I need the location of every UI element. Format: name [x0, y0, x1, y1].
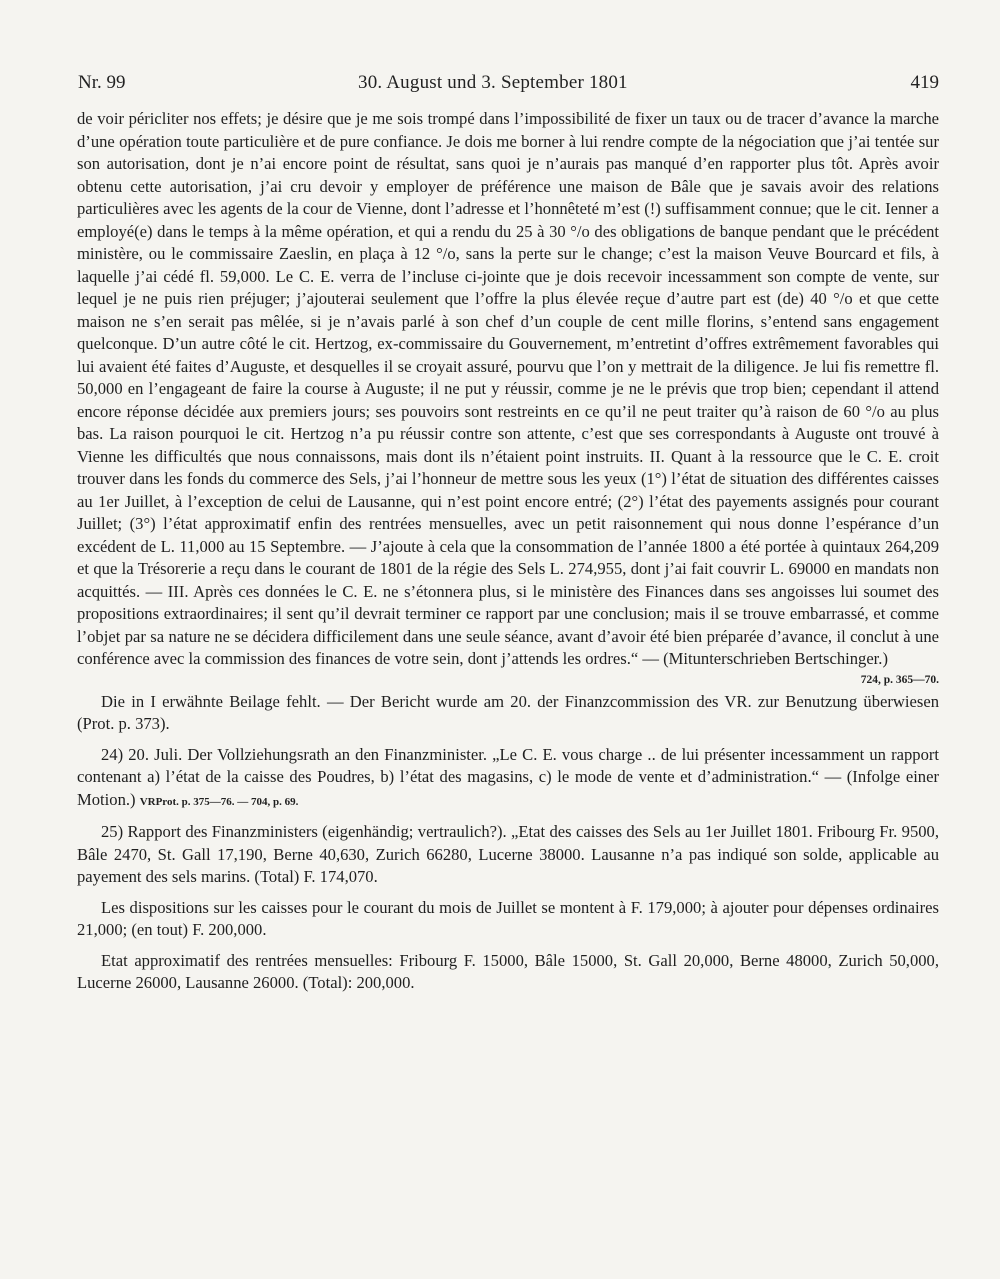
etat-paragraph: Etat approximatif des rentrées mensuelles: Fribourg F. 15000, Bâle 15000, St. Gall 20,000, Berne 48000, Zurich 50,000, Lucerne 26000, Lausanne 26000. (Total): 200,000. — [77, 950, 939, 992]
spacer — [77, 942, 939, 950]
main-paragraph: de voir péricliter nos effets; je désire que je me sois trompé dans l’impossibilité de fixer un taux ou de tracer d’avance la marche d’une opération toute particulière et de pure confiance. Je dois me borner à lui rendre compte de la négociation que j’ai tentée sur son autorisation, dont je n’ai encore point de résultat, sans quoi je n’aurais pas manqué d’en rapporter plus tôt. Après avoir obtenu cette autorisation, j’ai cru devoir y employer de préférence une maison de Bâle que je savais avoir des relations particulières avec les agents de la cour de Vienne, dont l’adresse et l’honnêteté m’est (!) suffisamment connue; que le cit. Ienner a employé(e) dans le temps à la même opération, et qui a rendu du 25 à 30 °/o des obligations de banque pendant que le précédent ministère, ou le commissaire Zaeslin, en plaça à 12 °/o, sans la perte sur le change; c’est la maison Veuve Bourcard et fils, à laquelle j’ai cédé fl. 59,000. Le C. E. verra de l’incluse ci-jointe que je dois recevoir incessamment son compte de vente, sur lequel je ne puis rien préjuger; j’ajouterai seulement que l’offre la plus élevée reçue d’autre part est (de) 40 °/o et que cette maison ne s’en serait pas mêlée, si je n’avais parlé à son chef d’un couple de cent mille florins, s’entend sans engagement quelconque. D’un autre côté le cit. Hertzog, ex-commissaire du Gouvernement, m’entretint d’offres extrêmement favorables qui lui avaient été faites d’Auguste, et desquelles il se croyait assuré, pourvu que l’on y mettrait de la diligence. Je lui fis remettre fl. 50,000 en l’engageant de faire la course à Auguste; il ne put y réussir, comme je ne le prévis que trop bien; cependant il attend encore réponse décidée aux premiers jours; ses pouvoirs sont restreints en ce qu’il ne peut traiter qu’à raison de 60 °/o au plus bas. La raison pourquoi le cit. Hertzog n’a pu réussir contre son attente, c’est que ses correspondants à Auguste ont trouvé à Vienne les difficultés que nous connaissons, mais dont ils n’étaient point instruits. II. Quant à la ressource que le C. E. croit trouver dans les fonds du commerce des Sels, j’ai l’honneur de mettre sous les yeux (1°) l’état de situation des différentes caisses au 1er Juillet, à l’exception de celui de Lausanne, qui n’est point encore entré; (2°) l’état des payements assignés pour courant Juillet; (3°) l’état approximatif enfin des rentrées mensuelles, avec un petit raisonnement qui nous donne l’espérance d’un excédent de L. 11,000 au 15 Septembre. — J’ajoute à cela que la consommation de l’année 1800 a été portée à quintaux 264,209 et que la Trésorerie a reçu dans le courant de 1801 de la régie des Sels L. 274,955, dont j’ai fait couvrir L. 69000 en mandats non acquittés. — III. Après ces données le C. E. ne s’étonnera plus, si le ministère des Finances dans ses angoisses lui soumet des propositions extraordinaires; il sent qu’il devrait terminer ce rapport par une conclusion; mais il se trouve embarrassé, et comme l’objet par sa nature ne se décidera difficilement dans une seule séance, avant d’avoir été bien préparée d’avance, il conclut à une conférence avec la commission des finances de votre sein, dont j’attends les ordres.“ — (Mitunterschrieben Bertschinger.) — [77, 109, 939, 668]
note-paragraph: Die in I erwähnte Beilage fehlt. — Der Bericht wurde am 20. der Finanzcommission des VR. zur Benutzung überwiesen (Prot. p. 373). — [77, 691, 939, 733]
main-reference: 724, p. 365—70. — [860, 673, 939, 686]
spacer — [77, 736, 939, 744]
spacer — [77, 813, 939, 821]
document-number: Nr. 99 — [78, 72, 126, 93]
page-header — [78, 72, 939, 102]
item-24 — [77, 744, 939, 814]
item-24-text: 24) 20. Juli. Der Vollziehungsrath an den Finanzminister. „Le C. E. vous charge .. de lui présenter incessamment un rapport contenant a) l’état de la caisse des Poudres, b) l’état des magasins, c) le mode de vente et d’administration.“ — (Infolge einer Motion.) — [77, 744, 939, 809]
page-number: 419 — [910, 72, 939, 93]
document-body — [77, 108, 939, 995]
item-24-reference: VRProt. p. 375—76. — 704, p. 69. — [139, 795, 299, 808]
spacer — [77, 889, 939, 897]
header-date: 30. August und 3. September 1801 — [358, 72, 628, 93]
item-25: 25) Rapport des Finanzministers (eigenhändig; vertraulich?). „Etat des caisses des Sels au 1er Juillet 1801. Fribourg Fr. 9500, Bâle 2470, St. Gall 17,190, Berne 40,630, Zurich 66280, Lucerne 38000. Lausanne n’a pas indiqué son solde, applicable au payement des sels marins. (Total) F. 174,070. — [77, 822, 939, 886]
dispositions-paragraph: Les dispositions sur les caisses pour le courant du mois de Juillet se montent à F. 179,000; à ajouter pour dépenses ordinaires 21,000; (en tout) F. 200,000. — [77, 897, 939, 939]
